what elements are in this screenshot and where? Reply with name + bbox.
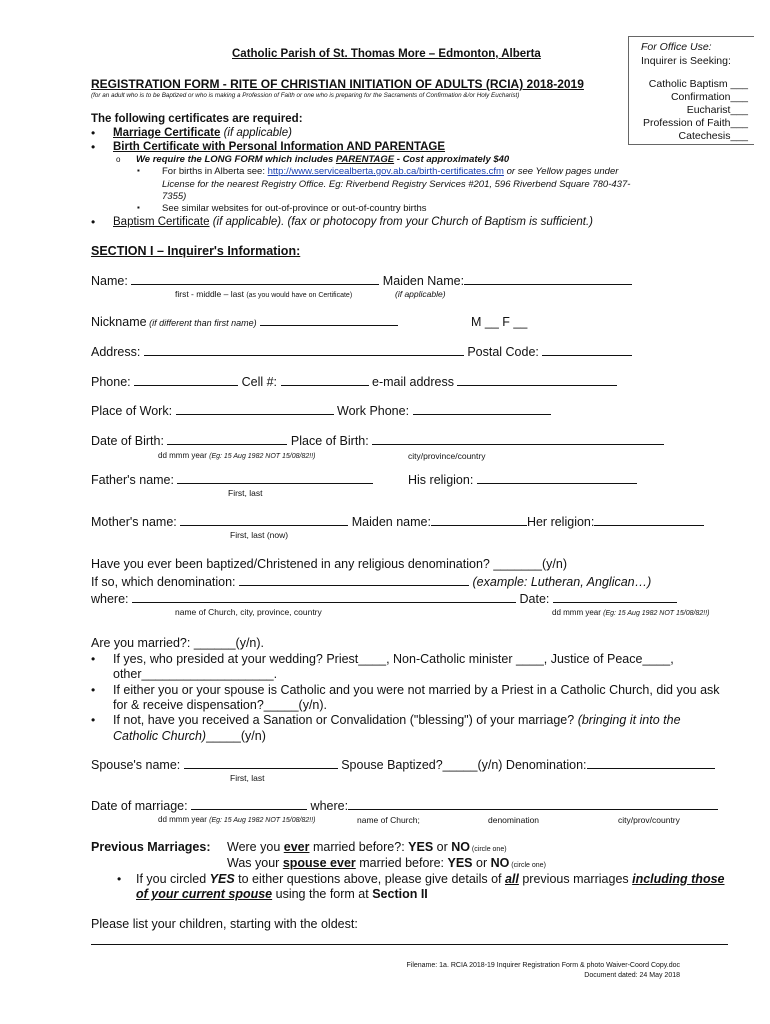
work-phone-field[interactable]: [413, 404, 551, 415]
phone-field[interactable]: [134, 375, 238, 386]
office-item: Catechesis___: [678, 130, 748, 142]
maiden-hint: (if applicable): [395, 289, 446, 299]
married-b1: If yes, who presided at your wedding? Priest____, Non-Catholic minister ____, Justice of Peace____,: [113, 652, 674, 666]
marriage-date-field[interactable]: [191, 799, 307, 810]
no-option[interactable]: NO: [490, 856, 510, 870]
bullet-icon: •: [91, 140, 96, 154]
married-b2: If either you or your spouse is Catholic and you were not married by a Priest in a Catholic Church, did you ask: [113, 683, 720, 697]
office-use-box: [628, 36, 754, 145]
mother-religion-field[interactable]: [594, 515, 704, 526]
address-field[interactable]: [144, 345, 464, 356]
mother-hint: First, last (now): [230, 530, 289, 540]
denomination-field[interactable]: [239, 575, 469, 586]
married-question: Are you married?: ______(y/n).: [91, 636, 265, 650]
name-field[interactable]: [131, 274, 379, 285]
bullet-icon: •: [91, 683, 96, 697]
nickname-row: Nickname (if different than first name): [91, 315, 398, 329]
sub-bullet-icon: o: [116, 155, 121, 164]
yes-option[interactable]: YES: [447, 856, 473, 870]
footer-filename: Filename: 1a. RCIA 2018-19 Inquirer Registration Form & photo Waiver-Coord Copy.doc: [406, 962, 680, 969]
date-of-birth-field[interactable]: [167, 434, 287, 445]
children-field[interactable]: [91, 944, 728, 945]
bullet-icon: •: [91, 652, 96, 666]
bullet-icon: •: [91, 713, 96, 727]
postal-code-field[interactable]: [542, 345, 632, 356]
yes-option[interactable]: YES: [408, 840, 434, 854]
married-b1b: other___________________.: [113, 667, 278, 681]
cert-alberta-3: 7355): [162, 191, 187, 202]
previous-line-1: Were you ever married before?: YES or NO (circle one): [227, 840, 507, 854]
bullet-icon: •: [91, 215, 96, 229]
marriage-date-row: Date of marriage: where:: [91, 799, 718, 813]
previous-details: If you circled YES to either questions above, please give details of all previous marriages including those: [136, 872, 725, 886]
certs-heading: The following certificates are required:: [91, 113, 303, 125]
marriage-city-hint: city/prov/country: [618, 815, 680, 825]
baptism-date-field[interactable]: [553, 592, 677, 603]
cert-alberta: For births in Alberta see: http://www.servicealberta.gov.ab.ca/birth-certificates.cfm or see Yellow pages under: [162, 166, 619, 177]
marriage-date-hint: dd mmm year (Eg: 15 Aug 1982 NOT 15/08/82!!): [158, 815, 316, 824]
cert-long-form: We require the LONG FORM which includes PARENTAGE - Cost approximately $40: [136, 154, 510, 165]
maiden-name-field[interactable]: [464, 274, 632, 285]
place-of-birth-field[interactable]: [372, 434, 664, 445]
name-hint: first - middle – last (as you would have on Certificate): [175, 289, 353, 299]
marriage-church-hint: name of Church;: [357, 815, 420, 825]
dob-hint: dd mmm year (Eg: 15 Aug 1982 NOT 15/08/82!!): [158, 451, 316, 460]
married-b3b: Catholic Church)_____(y/n): [113, 729, 266, 743]
previous-marriages-label: Previous Marriages:: [91, 840, 211, 854]
church-hint: name of Church, city, province, country: [175, 607, 322, 617]
cert-similar: See similar websites for out-of-province or out-of-country births: [162, 203, 427, 214]
bullet-icon: •: [117, 872, 122, 886]
previous-details-2: of your current spouse using the form at Section II: [136, 887, 428, 901]
phone-row: Phone: Cell #: e-mail address: [91, 375, 617, 389]
spouse-denomination-field[interactable]: [587, 758, 715, 769]
form-subtitle: (for an adult who is to be Baptized or who is making a Profession of Faith or one who is preparing for the Sacraments of Confirmation &/or Holy Eucharist): [91, 92, 520, 99]
baptized-question: Have you ever been baptized/Christened in any religious denomination? _______(y/n): [91, 557, 568, 571]
alberta-link[interactable]: http://www.servicealberta.gov.ab.ca/birth-certificates.cfm: [267, 166, 504, 177]
form-title: REGISTRATION FORM - RITE OF CHRISTIAN INITIATION OF ADULTS (RCIA) 2018-2019: [91, 77, 584, 91]
name-row: Name: Maiden Name:: [91, 274, 632, 288]
married-b2b: for & receive dispensation?_____(y/n).: [113, 698, 328, 712]
father-hint: First, last: [228, 488, 263, 498]
office-item: Profession of Faith___: [642, 117, 748, 129]
office-items: [643, 78, 748, 143]
where-row: where: Date:: [91, 592, 677, 606]
pob-hint: city/province/country: [408, 451, 486, 461]
email-field[interactable]: [457, 375, 617, 386]
father-religion-row: His religion:: [408, 473, 637, 487]
office-title: For Office Use:: [641, 41, 712, 53]
children-label: Please list your children, starting with the oldest:: [91, 917, 358, 931]
gender-field[interactable]: M __ F __: [471, 315, 528, 329]
nickname-field[interactable]: [260, 315, 398, 326]
footer-date: Document dated: 24 May 2018: [584, 972, 680, 979]
office-item: Confirmation___: [670, 91, 748, 103]
no-option[interactable]: NO: [451, 840, 470, 854]
cert-birth: Birth Certificate with Personal Information AND PARENTAGE: [113, 141, 446, 153]
previous-line-2: Was your spouse ever married before: YES or NO (circle one): [227, 856, 546, 870]
address-row: Address: Postal Code:: [91, 345, 632, 359]
birth-row: Date of Birth: Place of Birth:: [91, 434, 664, 448]
baptism-date-hint: dd mmm year (Eg: 15 Aug 1982 NOT 15/08/82!!): [552, 608, 710, 617]
office-item: Eucharist___: [686, 104, 748, 116]
place-of-work-field[interactable]: [176, 404, 334, 415]
denomination-row: If so, which denomination: (example: Lutheran, Anglican…): [91, 575, 652, 589]
mother-name-field[interactable]: [180, 515, 348, 526]
section-1-heading: SECTION I – Inquirer's Information:: [91, 244, 301, 258]
mother-row: Mother's name: Maiden name: Her religion:: [91, 515, 704, 529]
office-subtitle: Inquirer is Seeking:: [641, 55, 731, 67]
bullet-icon: •: [91, 126, 96, 140]
cert-alberta-2: License for the nearest Registry Office. Eg: Riverbend Registry Services #201, 596 Riverbend Square 780-437-: [162, 179, 631, 190]
cell-field[interactable]: [281, 375, 369, 386]
parish-name: Catholic Parish of St. Thomas More – Edmonton, Alberta: [232, 48, 541, 60]
spouse-hint: First, last: [230, 773, 265, 783]
father-religion-field[interactable]: [477, 473, 637, 484]
marriage-denom-hint: denomination: [488, 815, 540, 825]
office-item: Catholic Baptism ___: [648, 78, 748, 90]
marriage-where-field[interactable]: [348, 799, 718, 810]
spouse-row: Spouse's name: Spouse Baptized?_____(y/n) Denomination:: [91, 758, 715, 772]
square-bullet-icon: ▪: [137, 166, 140, 175]
married-b3: If not, have you received a Sanation or Convalidation ("blessing") of your marriage? (bringing it into the: [113, 713, 681, 727]
work-row: Place of Work: Work Phone:: [91, 404, 551, 418]
square-bullet-icon: ▪: [137, 203, 140, 212]
spouse-name-field[interactable]: [184, 758, 338, 769]
father-name-field[interactable]: [177, 473, 373, 484]
baptism-where-field[interactable]: [132, 592, 516, 603]
father-row: Father's name:: [91, 473, 373, 487]
cert-marriage: Marriage Certificate (if applicable): [113, 127, 292, 139]
mother-maiden-field[interactable]: [431, 515, 527, 526]
cert-baptism: Baptism Certificate (if applicable). (fax or photocopy from your Church of Baptism is sufficient.): [113, 216, 594, 228]
